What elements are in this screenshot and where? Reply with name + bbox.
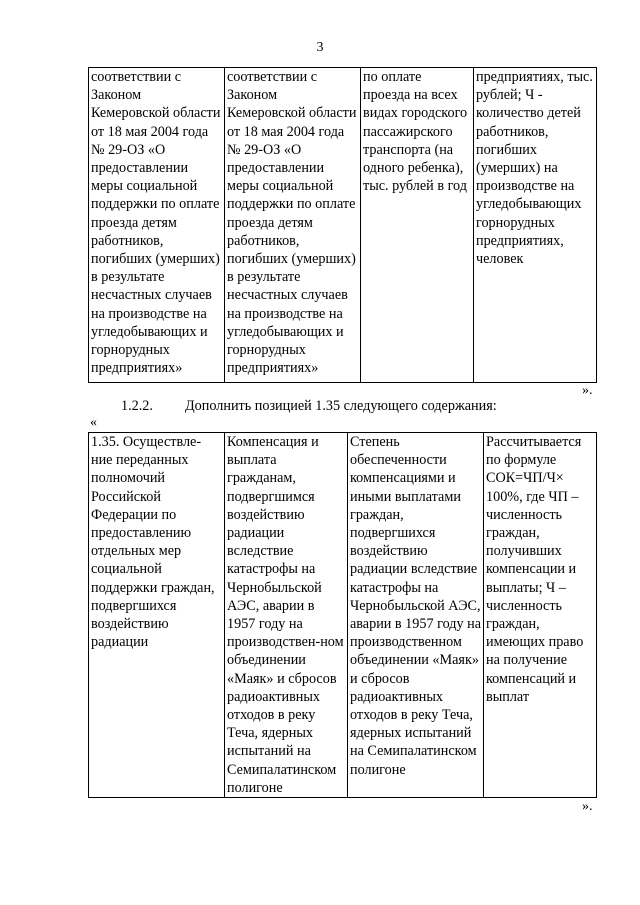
page-number: 3 (316, 40, 324, 55)
table-cell: по оплате проезда на всех видах городского пассажирского транспорта (на одного ребенка), тыс. рублей в год (361, 68, 474, 383)
table-cell: предприятиях, тыс. рублей; Ч - количество детей работников, погибших (умерших) на производстве на угледобывающих горнорудных предприятиях, человек (474, 68, 597, 383)
closing-quote: ». (582, 383, 593, 398)
table-row (89, 433, 597, 798)
table-row (89, 68, 597, 383)
table-cell: соответствии с Законом Кемеровской области от 18 мая 2004 года № 29-ОЗ «О предоставлении меры социальной поддержки по оплате проезда детям работников, погибших (умерших) в результате несчастных случаев на производстве на угледобывающих и горнорудных предприятиях» (89, 68, 225, 383)
closing-quote: ». (582, 799, 593, 814)
table-cell: Компенсация и выплата гражданам, подвергшимся воздействию радиации вследствие катастрофы на Чернобыльской АЭС, аварии в 1957 году на производствен-ном объединении «Маяк» и сбросов радиоактивных отходов в реку Теча, ядерных испытаний на Семипалатинском полигоне (225, 433, 348, 798)
paragraph-1-2-2 (121, 398, 497, 415)
table-position-1-35 (88, 432, 597, 798)
table-cell: 1.35. Осуществле-ние переданных полномочий Российской Федерации по предоставлению отдельных мер социальной поддержки граждан, подвергшихся воздействию радиации (89, 433, 225, 798)
paragraph-text: Дополнить позицией 1.35 следующего содержания: (185, 398, 497, 414)
paragraph-number: 1.2.2. (121, 398, 153, 414)
table-cell: Степень обеспеченности компенсациями и иными выплатами граждан, подвергшихся воздействию радиации вследствие катастрофы на Чернобыльской АЭС, аварии в 1957 году на производственном объединении «Маяк» и сбросов радиоактивных отходов в реку Теча, ядерных испытаний на Семипалатинском полигоне (348, 433, 484, 798)
opening-quote: « (90, 415, 97, 430)
table-cell: соответствии с Законом Кемеровской области от 18 мая 2004 года № 29-ОЗ «О предоставлении меры социальной поддержки по оплате проезда детям работников, погибших (умерших) в результате несчастных случаев на производстве на угледобывающих и горнорудных предприятиях» (225, 68, 361, 383)
table-cell: Рассчитывается по формуле СОК=ЧП/Ч× 100%, где ЧП – численность граждан, получивших компенсации и выплаты; Ч – численность граждан, имеющих право на получение компенсаций и выплат (484, 433, 597, 798)
table-continuation (88, 67, 597, 383)
